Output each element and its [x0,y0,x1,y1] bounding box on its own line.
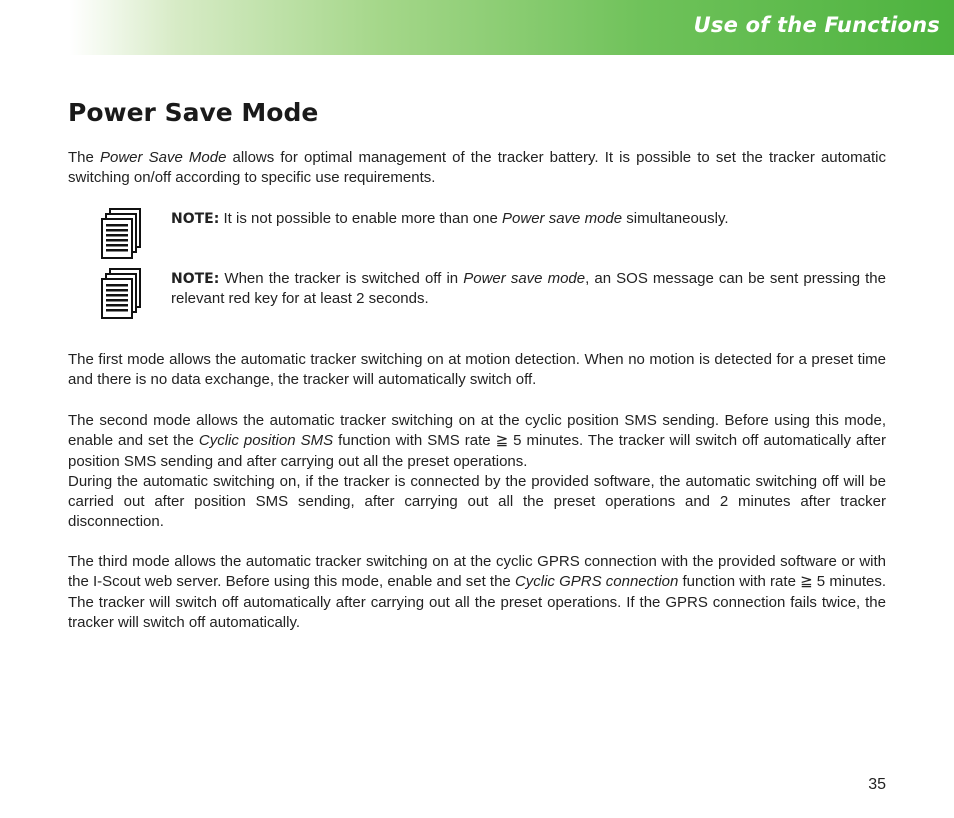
second-mode-paragraph: The second mode allows the automatic tracker switching on at the cyclic position SMS sending. Before using this mode, enable and set the Cyclic position SMS function with SMS rate ≧ 5 minutes. The tracker will switch off automatically after position SMS sending and after carrying out all the preset operations. During the automatic switching on, if the tracker is connected by the provided software, the automatic switching off will be carried out after position SMS sending, after carrying out all the preset operations and 2 minutes after tracker disconnection. [68,411,886,533]
during-paragraph: During the automatic switching on, if the tracker is connected by the provided software, the automatic switching off will be carried out after position SMS sending, after carrying out all the preset operations and 2 minutes after tracker disconnection. [68,472,886,531]
page-number: 35 [868,776,886,793]
first-mode-paragraph: The first mode allows the automatic tracker switching on at motion detection. When no motion is detected for a preset time and there is no data exchange, the tracker will automatically switch off. [68,351,886,389]
header-band [70,0,954,55]
section-title: Use of the Functions [693,13,940,37]
note-simultaneous-modes: NOTE: It is not possible to enable more than one Power save mode simultaneously. [171,210,729,227]
page-title: Power Save Mode [68,98,319,127]
document-note-icon [100,208,142,260]
third-mode-paragraph: The third mode allows the automatic tracker switching on at the cyclic GPRS connection with the provided software or with the I-Scout web server. Before using this mode, enable and set the Cyclic GPRS connection function with rate ≧ 5 minutes. The tracker will switch off automatically after carrying out all the preset operations. If the GPRS connection fails twice, the tracker will switch off automatically. [68,553,887,631]
document-note-icon [100,268,142,320]
note-sos-message: NOTE: When the tracker is switched off in Power save mode, an SOS message can be sent pressing the relevant red key for at least 2 seconds. [171,270,886,308]
intro-paragraph: The Power Save Mode allows for optimal management of the tracker battery. It is possible to set the tracker automatic switching on/off according to specific use requirements. [68,149,886,187]
